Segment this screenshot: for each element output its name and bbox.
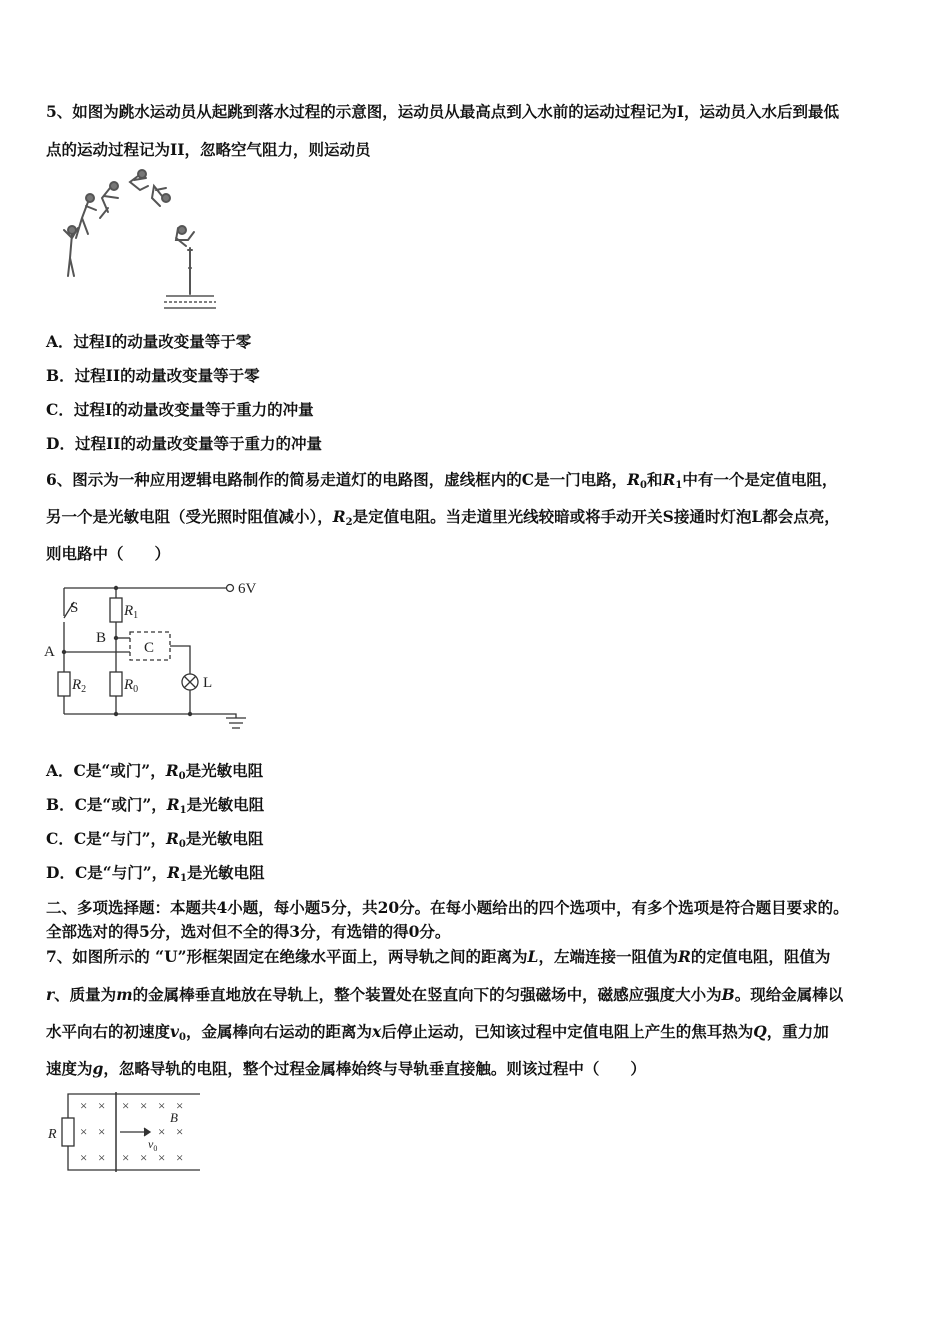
diver-pose-5 bbox=[152, 186, 170, 206]
svg-text:×: × bbox=[98, 1124, 106, 1139]
diver-pose-2 bbox=[76, 194, 96, 238]
svg-text:×: × bbox=[176, 1098, 184, 1113]
supply-terminal bbox=[227, 585, 234, 592]
svg-text:×: × bbox=[80, 1150, 88, 1165]
node-a-label: A bbox=[44, 644, 55, 660]
q5-option-d: D．过程II的动量改变量等于重力的冲量 bbox=[46, 434, 322, 453]
voltage-label: 6V bbox=[238, 581, 257, 597]
r1-label: $R_1$ bbox=[124, 603, 139, 621]
resistor-r bbox=[62, 1118, 74, 1146]
q7-line-2: r、质量为m的金属棒垂直地放在导轨上，整个装置处在竖直向下的匀强磁场中，磁感应强度大小为B。现给金属棒以 bbox=[46, 985, 844, 1004]
svg-text:×: × bbox=[140, 1098, 148, 1113]
r-label: R bbox=[48, 1127, 57, 1142]
svg-text:×: × bbox=[80, 1124, 88, 1139]
v0-label: $v_0$ bbox=[148, 1137, 158, 1153]
svg-text:×: × bbox=[158, 1124, 166, 1139]
ground-symbol bbox=[226, 718, 246, 728]
b-label: B bbox=[170, 1110, 178, 1125]
svg-text:×: × bbox=[158, 1098, 166, 1113]
gate-c-label: C bbox=[144, 640, 155, 656]
svg-text:×: × bbox=[176, 1124, 184, 1139]
r0-label: $R_0$ bbox=[124, 677, 139, 695]
svg-text:×: × bbox=[98, 1098, 106, 1113]
q5-line-2: 点的运动过程记为II，忽略空气阻力，则运动员 bbox=[46, 140, 371, 159]
q6-option-a: A．C是“或门”，$R_0$是光敏电阻 bbox=[46, 761, 264, 782]
diver-pose-6 bbox=[176, 226, 194, 246]
section2-line-2: 全部选对的得5分，选对但不全的得3分，有选错的得0分。 bbox=[46, 922, 451, 941]
node-b-dot bbox=[114, 636, 118, 640]
resistor-r2 bbox=[58, 672, 70, 696]
q7-line-1: 7、如图所示的 “U”形框架固定在绝缘水平面上，两导轨之间的距离为L，左端连接一阻值为R的定值电阻，阻值为 bbox=[46, 947, 831, 966]
q6-line-3: 则电路中（ ） bbox=[46, 544, 171, 563]
water-surface bbox=[164, 296, 216, 308]
resistor-r1 bbox=[110, 598, 122, 622]
q5-option-c: C．过程I的动量改变量等于重力的冲量 bbox=[46, 400, 314, 419]
diver-figure bbox=[48, 168, 218, 313]
resistor-r0 bbox=[110, 672, 122, 696]
svg-text:×: × bbox=[158, 1150, 166, 1165]
diver-pose-3 bbox=[100, 182, 118, 218]
q5-line-1: 5、如图为跳水运动员从起跳到落水过程的示意图，运动员从最高点到入水前的运动过程记为I，运动员入水后到最低 bbox=[46, 102, 840, 121]
r2-label: $R_2$ bbox=[72, 677, 87, 695]
q6-option-c: C．C是“与门”，$R_0$是光敏电阻 bbox=[46, 829, 264, 850]
svg-text:×: × bbox=[122, 1098, 130, 1113]
node-b-label: B bbox=[96, 630, 107, 646]
q6-option-b: B．C是“或门”，$R_1$是光敏电阻 bbox=[46, 795, 265, 816]
svg-text:×: × bbox=[140, 1150, 148, 1165]
q6-line-2: 另一个是光敏电阻（受光照时阻值减小），$R_2$是定值电阻。当走道里光线较暗或将手动开关S接通时灯泡L都会点亮， bbox=[46, 507, 840, 528]
svg-text:×: × bbox=[122, 1150, 130, 1165]
diver-pose-4 bbox=[130, 170, 148, 190]
svg-text:×: × bbox=[176, 1150, 184, 1165]
svg-text:×: × bbox=[98, 1150, 106, 1165]
circuit-diagram bbox=[40, 574, 280, 744]
q5-option-b: B．过程II的动量改变量等于零 bbox=[46, 366, 260, 385]
q5-option-a: A．过程I的动量改变量等于零 bbox=[46, 332, 252, 351]
node-a-dot bbox=[62, 650, 66, 654]
switch-label: S bbox=[70, 600, 79, 616]
q7-line-4: 速度为g，忽略导轨的电阻，整个过程金属棒始终与导轨垂直接触。则该过程中（ ） bbox=[46, 1059, 646, 1078]
q7-line-3: 水平向右的初速度$v_0$，金属棒向右运动的距离为x后停止运动，已知该过程中定值电阻上产生的焦耳热为Q，重力加 bbox=[46, 1022, 829, 1043]
lamp-label: L bbox=[203, 675, 213, 691]
q6-line-1: 6、图示为一种应用逻辑电路制作的简易走道灯的电路图，虚线框内的C是一门电路，$R_0$和$R_1$中有一个是定值电阻， bbox=[46, 470, 838, 491]
section2-line-1: 二、多项选择题：本题共4小题，每小题5分，共20分。在每小题给出的四个选项中，有多个选项是符合题目要求的。 bbox=[46, 898, 849, 917]
magnetic-field-figure bbox=[44, 1088, 204, 1176]
svg-text:×: × bbox=[80, 1098, 88, 1113]
diver-pose-1 bbox=[64, 226, 78, 276]
diver-pose-7 bbox=[188, 248, 192, 294]
q6-option-d: D．C是“与门”，$R_1$是光敏电阻 bbox=[46, 863, 265, 884]
